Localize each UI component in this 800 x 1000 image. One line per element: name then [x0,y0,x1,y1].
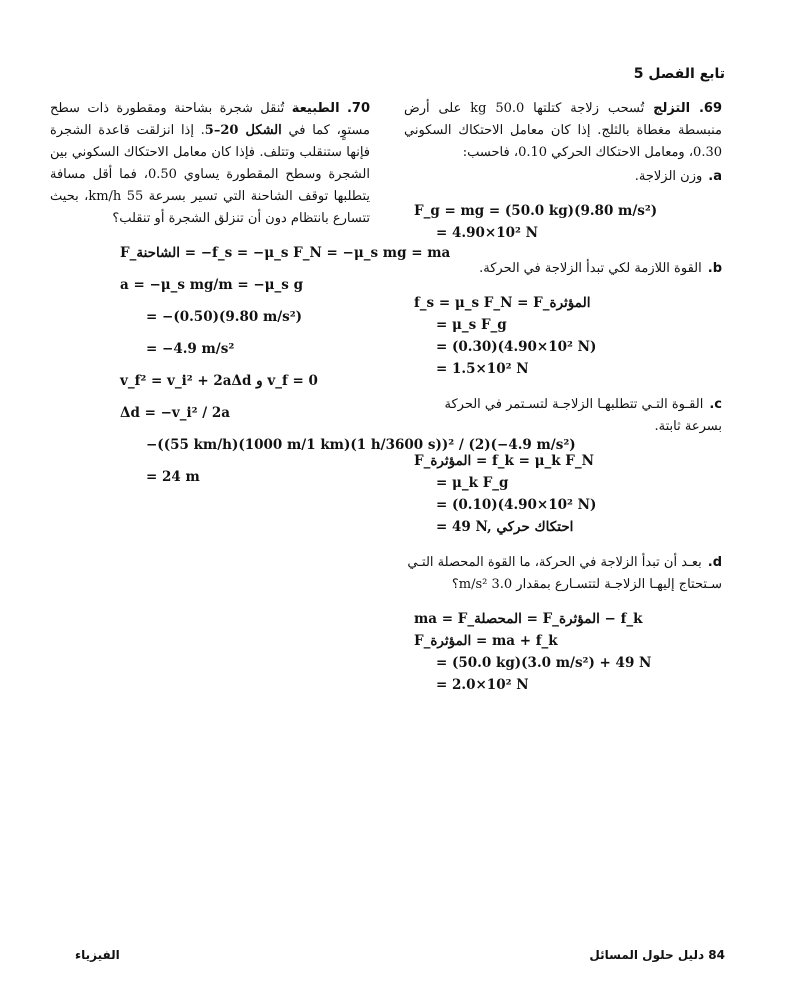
equation: = (0.30)(4.90×10² N) [436,339,597,355]
figure-reference: الشكل 20–5 [204,123,282,138]
equation: ma = F_المحصلة = F_المؤثرة − f_k [414,611,643,627]
equation: = −4.9 m/s² [146,341,235,357]
problem-number: 70. [346,101,370,116]
equation: F_الشاحنة = −f_s = −μ_s F_N = −μ_s mg = ma [120,245,451,261]
chapter-title: تابع الفصل 5 [633,66,725,82]
problem-topic: التزلج [653,101,691,116]
equation: = 1.5×10² N [436,361,529,377]
problem-69 [404,98,722,710]
equation: F_g = mg = (50.0 kg)(9.80 m/s²) [414,203,658,219]
equation: −((55 km/h)(1000 m/1 km)(1 h/3600 s))² / (2)(−4.9 m/s²) [146,437,576,453]
equation: = μ_k F_g [436,475,509,491]
equation: = (50.0 kg)(3.0 m/s²) + 49 N [436,655,652,671]
page-footer-label: 84 دليل حلول المسائل [589,948,725,962]
equation: = 2.0×10² N [436,677,529,693]
equation-block-b [404,292,722,380]
part-label: b. [707,261,722,276]
problem-70-statement [50,98,370,230]
equation: F_المؤثرة = ma + f_k [414,633,558,649]
equation-block-c [404,450,722,538]
equation: = (0.10)(4.90×10² N) [436,497,597,513]
equation: = 49 N, احتكاك حركي [436,519,574,535]
equation: = 4.90×10² N [436,225,538,241]
part-text: بعـد أن تبدأ الزلاجة في الحركة، ما القوة المحصلة التـي سـتحتاج إليهـا الزلاجـة لتتسـارع بمقدار 3.0 m/s²؟ [407,555,722,592]
equation-block-d [404,608,722,696]
part-a [404,166,722,188]
equation-block-a [404,200,722,244]
equation: Δd = −v_i² / 2a [120,405,231,421]
part-label: d. [707,555,722,570]
part-b [404,258,722,280]
problem-text: تُسحب زلاجة كتلتها 50.0 kg على أرض منبسطة مغطاة بالثلج. إذا كان معامل الاحتكاك السكوني 0.30، ومعامل الاحتكاك الحركي 0.10، فاحسب: [404,101,722,160]
equation: = μ_s F_g [436,317,507,333]
equation: = −(0.50)(9.80 m/s²) [146,309,303,325]
equation: = 24 m [146,469,200,485]
subject-footer: الفيزياء [75,948,120,962]
equation: v_f² = v_i² + 2aΔd و v_f = 0 [120,373,318,389]
equation: F_المؤثرة = f_k = μ_k F_N [414,453,594,469]
part-text: القوة اللازمة لكي تبدأ الزلاجة في الحركة. [479,261,702,276]
problem-number: 69. [698,101,722,116]
part-c [404,394,722,438]
problem-topic: الطبيعة [291,101,340,116]
equation: a = −μ_s mg/m = −μ_s g [120,277,304,293]
problem-text: تُنقل شجرة بشاحنة ومقطورة ذات سطح مستوٍ، كما في [50,101,370,138]
part-label: a. [708,169,722,184]
part-label: c. [709,397,722,412]
problem-69-statement [404,98,722,164]
part-d [404,552,722,596]
problem-text-continued: . إذا انزلقت قاعدة الشجرة فإنها ستنقلب وتتلف. فإذا كان معامل الاحتكاك السكوني بين الشجرة وسطح المقطورة يساوي 0.50، فما أقل مسافة يتطلبها توقف الشاحنة التي تسير بسرعة 55 km/h، بحيث تتسارع بانتظام دون أن تنزلق الشجرة أو تنقلب؟ [50,123,370,226]
part-text: القـوة التـي تتطلبهـا الزلاجـة لتسـتمر في الحركة بسرعة ثابتة. [444,397,722,434]
part-text: وزن الزلاجة. [634,169,703,184]
equation: f_s = μ_s F_N = F_المؤثرة [414,295,591,311]
